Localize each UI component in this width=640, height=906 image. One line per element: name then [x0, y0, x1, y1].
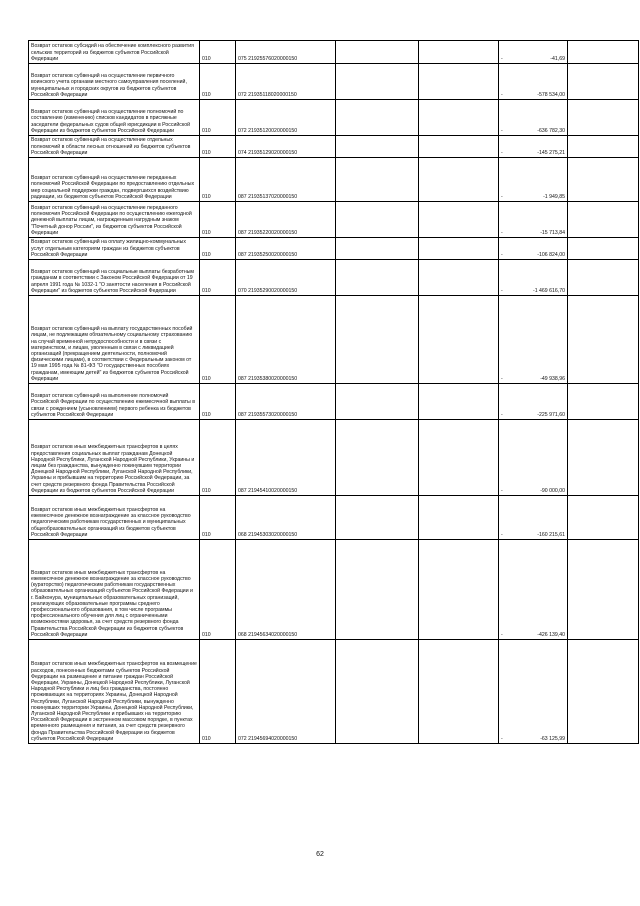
dash-mark: -: [501, 127, 503, 134]
empty-cell: [419, 136, 499, 158]
table-row: [29, 496, 639, 540]
row-code-cell: 010: [200, 420, 236, 496]
empty-cell: [336, 238, 419, 260]
row-sum-value: -636 782,30: [537, 127, 565, 134]
empty-cell: [336, 136, 419, 158]
row-code-cell: 010: [200, 100, 236, 136]
row-name-cell: Возврат остатков субвенций на осуществление полномочий по составлению (изменению) списков кандидатов в присяжные заседатели федеральных судов общей юрисдикции в Российской Федерации из бюджетов субъектов Российской Федерации: [29, 100, 200, 136]
empty-cell: [568, 260, 639, 296]
row-sum-cell: [499, 420, 568, 496]
row-sum-cell: [499, 64, 568, 100]
table-row: [29, 260, 639, 296]
table-row: [29, 384, 639, 420]
row-kbk-cell: 087 21935573020000150: [236, 384, 336, 420]
empty-cell: [336, 158, 419, 202]
page-number: 62: [316, 851, 324, 858]
empty-cell: [568, 384, 639, 420]
row-name-cell: Возврат остатков субвенций на осуществление переданных полномочий Российской Федерации по предоставлению отдельных мер социальной поддержки граждан, подвергшихся воздействию радиации, из бюджетов субъектов Российской Федерации: [29, 158, 200, 202]
row-sum-value: -160 215,61: [537, 531, 565, 538]
row-kbk-cell: 068 21945303020000150: [236, 496, 336, 540]
row-code-cell: 010: [200, 296, 236, 384]
row-name-cell: Возврат остатков субвенций на осуществление первичного воинского учета органами местного самоуправления поселений, муниципальных и городских округов из бюджетов субъектов Российской Федерации: [29, 64, 200, 100]
row-code-cell: 010: [200, 202, 236, 238]
row-kbk-cell: 070 21935290020000150: [236, 260, 336, 296]
row-name-cell: Возврат остатков субвенций на выполнение полномочий Российской Федерации по осуществлению ежемесячной выплаты в связи с рождением (усыновлением) первого ребенка из бюджетов субъектов Российской Федерации: [29, 384, 200, 420]
row-sum-value: -426 139,40: [537, 631, 565, 638]
row-sum-value: -41,69: [550, 55, 565, 62]
dash-mark: -: [501, 411, 503, 418]
empty-cell: [419, 296, 499, 384]
table-row: [29, 158, 639, 202]
row-code-cell: 010: [200, 41, 236, 64]
dash-mark: -: [501, 531, 503, 538]
row-kbk-cell: 072 21945694020000150: [236, 640, 336, 744]
row-sum-cell: [499, 260, 568, 296]
row-kbk-cell: 068 21945634020000150: [236, 540, 336, 640]
empty-cell: [568, 158, 639, 202]
row-kbk-cell: 087 21935380020000150: [236, 296, 336, 384]
empty-cell: [336, 100, 419, 136]
dash-mark: -: [501, 91, 503, 98]
row-kbk-cell: 087 21935250020000150: [236, 238, 336, 260]
row-sum-cell: [499, 384, 568, 420]
row-sum-cell: [499, 202, 568, 238]
row-sum-cell: [499, 238, 568, 260]
row-sum-cell: [499, 640, 568, 744]
dash-mark: -: [501, 287, 503, 294]
dash-mark: -: [501, 375, 503, 382]
empty-cell: [419, 540, 499, 640]
empty-cell: [336, 384, 419, 420]
row-name-cell: Возврат остатков субвенций на выплату государственных пособий лицам, не подлежащим обязательному социальному страхованию на случай временной нетрудоспособности и в связи с материнством, и лицам, уволенным в связи с ликвидацией организаций (прекращением деятельности, полномочий физическими лицами), в соответствии с Федеральным законом от 19 мая 1995 года № 81-ФЗ "О государственных пособиях гражданам, имеющим детей" из бюджетов субъектов Российской Федерации: [29, 296, 200, 384]
empty-cell: [568, 420, 639, 496]
row-sum-cell: [499, 158, 568, 202]
row-sum-cell: [499, 296, 568, 384]
row-kbk-cell: 074 21935129020000150: [236, 136, 336, 158]
table-row: [29, 202, 639, 238]
row-sum-cell: [499, 100, 568, 136]
row-code-cell: 010: [200, 496, 236, 540]
empty-cell: [568, 496, 639, 540]
row-sum-value: -49 938,96: [540, 375, 565, 382]
empty-cell: [336, 420, 419, 496]
row-code-cell: 010: [200, 540, 236, 640]
row-sum-cell: [499, 41, 568, 64]
dash-mark: -: [501, 631, 503, 638]
empty-cell: [419, 640, 499, 744]
empty-cell: [568, 202, 639, 238]
empty-cell: [419, 64, 499, 100]
empty-cell: [419, 202, 499, 238]
empty-cell: [336, 41, 419, 64]
row-sum-value: -63 125,99: [540, 735, 565, 742]
row-sum-cell: [499, 496, 568, 540]
empty-cell: [336, 540, 419, 640]
row-sum-value: -15 713,84: [540, 229, 565, 236]
row-sum-value: -1 949,85: [543, 193, 565, 200]
empty-cell: [568, 640, 639, 744]
row-kbk-cell: 072 21935118020000150: [236, 64, 336, 100]
row-name-cell: Возврат остатков иных межбюджетных трансфертов на возмещение расходов, понесенных бюджетами субъектов Российской Федерации на размещение и питание граждан Российской Федерации, Украины, Донецкой Народной Республики, Луганской Народной Республики и лиц без гражданства, постоянно проживающих на территориях Украины, Донецкой Народной Республики, Луганской Народной Республики, вынужденно покинувших территории Украины, Донецкой Народной Республики, Луганской Народной Республики и прибывших на территорию Российской Федерации в экстренном массовом порядке, в пунктах временного размещения и питания, за счет средств резервного фонда Правительства Российской Федерации из бюджетов субъектов Российской Федерации: [29, 640, 200, 744]
dash-mark: -: [501, 251, 503, 258]
row-name-cell: Возврат остатков иных межбюджетных трансфертов в целях предоставления социальных выплат гражданам Донецкой Народной Республики, Луганской Народной Республики, Украины и лицам без гражданства, вынужденно покинувшим территории Донецкой Народной Республики, Луганской Народной Республики, Украины и прибывшим на территорию Российской Федерации, за счет средств резервного фонда Правительства Российской Федерации из бюджетов субъектов Российской Федерации: [29, 420, 200, 496]
row-code-cell: 010: [200, 640, 236, 744]
row-name-cell: Возврат остатков субвенций на осуществление переданного полномочия Российской Федерации по осуществлению ежегодной денежной выплаты лицам, награжденным нагрудным знаком "Почетный донор России", из бюджетов субъектов Российской Федерации: [29, 202, 200, 238]
empty-cell: [419, 496, 499, 540]
row-sum-value: -90 000,00: [540, 487, 565, 494]
row-sum-value: -145 275,21: [537, 149, 565, 156]
row-name-cell: Возврат остатков иных межбюджетных трансфертов на ежемесячное денежное вознаграждение за классное руководство (кураторство) педагогическим работникам государственных образовательных организаций субъектов Российской Федерации и г. Байконура, муниципальных образовательных организаций, реализующих образовательные программы среднего профессионального образования, в том числе программы профессионального обучения для лиц с ограниченными возможностями здоровья, за счет средств резервного фонда Правительства Российской Федерации из бюджетов субъектов Российской Федерации: [29, 540, 200, 640]
dash-mark: -: [501, 193, 503, 200]
table-row: [29, 41, 639, 64]
empty-cell: [419, 100, 499, 136]
row-sum-value: -578 534,00: [537, 91, 565, 98]
empty-cell: [336, 260, 419, 296]
row-code-cell: 010: [200, 158, 236, 202]
empty-cell: [336, 496, 419, 540]
table-row: [29, 100, 639, 136]
dash-mark: -: [501, 487, 503, 494]
table-row: [29, 64, 639, 100]
empty-cell: [419, 158, 499, 202]
table-row: [29, 296, 639, 384]
row-name-cell: Возврат остатков субвенций на осуществление отдельных полномочий в области лесных отношений из бюджетов субъектов Российской Федерации: [29, 136, 200, 158]
empty-cell: [419, 238, 499, 260]
row-code-cell: 010: [200, 238, 236, 260]
empty-cell: [419, 420, 499, 496]
row-code-cell: 010: [200, 64, 236, 100]
empty-cell: [568, 41, 639, 64]
row-name-cell: Возврат остатков субвенций на социальные выплаты безработным гражданам в соответствии с Законом Российской Федерации от 19 апреля 1991 года № 1032-1 "О занятости населения в Российской Федерации" из бюджетов субъектов Российской Федерации: [29, 260, 200, 296]
row-kbk-cell: 087 21945410020000150: [236, 420, 336, 496]
row-kbk-cell: 072 21935120020000150: [236, 100, 336, 136]
empty-cell: [568, 64, 639, 100]
empty-cell: [336, 64, 419, 100]
dash-mark: -: [501, 229, 503, 236]
table-row: [29, 136, 639, 158]
row-sum-value: -106 824,00: [537, 251, 565, 258]
income-report-table: [28, 40, 639, 744]
row-sum-cell: [499, 136, 568, 158]
empty-cell: [568, 100, 639, 136]
table-row: [29, 640, 639, 744]
dash-mark: -: [501, 735, 503, 742]
empty-cell: [568, 540, 639, 640]
row-kbk-cell: 087 21935137020000150: [236, 158, 336, 202]
dash-mark: -: [501, 55, 503, 62]
table-row: [29, 420, 639, 496]
empty-cell: [568, 136, 639, 158]
row-sum-value: -1 469 616,70: [532, 287, 565, 294]
row-kbk-cell: 075 21925576020000150: [236, 41, 336, 64]
empty-cell: [568, 238, 639, 260]
row-code-cell: 010: [200, 136, 236, 158]
row-code-cell: 010: [200, 384, 236, 420]
empty-cell: [336, 640, 419, 744]
row-sum-value: -225 971,60: [537, 411, 565, 418]
row-sum-cell: [499, 540, 568, 640]
row-name-cell: Возврат остатков субвенций на оплату жилищно-коммунальных услуг отдельным категориям граждан из бюджетов субъектов Российской Федерации: [29, 238, 200, 260]
dash-mark: -: [501, 149, 503, 156]
table-row: [29, 238, 639, 260]
empty-cell: [336, 202, 419, 238]
empty-cell: [336, 296, 419, 384]
row-name-cell: Возврат остатков субсидий на обеспечение комплексного развития сельских территорий из бюджетов субъектов Российской Федерации: [29, 41, 200, 64]
row-name-cell: Возврат остатков иных межбюджетных трансфертов на ежемесячное денежное вознаграждение за классное руководство педагогическим работникам государственных и муниципальных общеобразовательных организаций из бюджетов субъектов Российской Федерации: [29, 496, 200, 540]
row-kbk-cell: 087 21935220020000150: [236, 202, 336, 238]
row-code-cell: 010: [200, 260, 236, 296]
empty-cell: [419, 260, 499, 296]
empty-cell: [568, 296, 639, 384]
empty-cell: [419, 384, 499, 420]
empty-cell: [419, 41, 499, 64]
table-row: [29, 540, 639, 640]
